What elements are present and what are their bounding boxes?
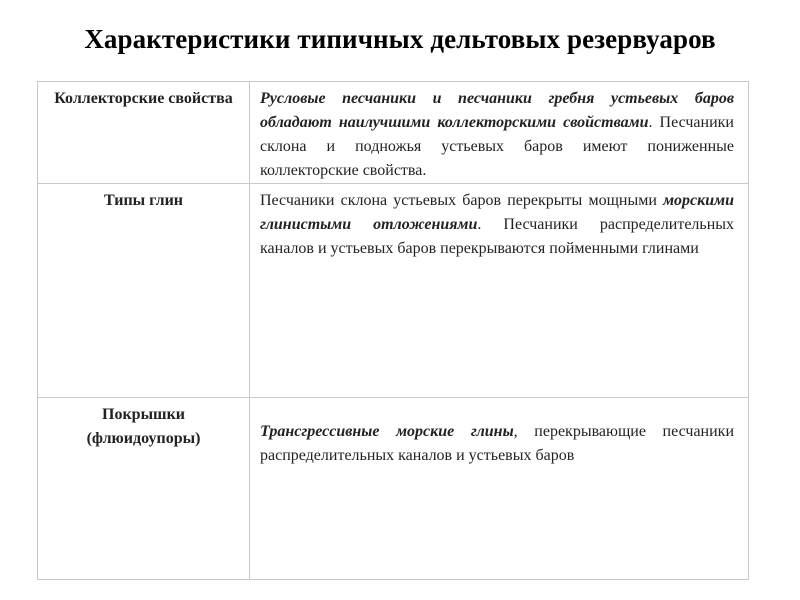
row-label-seals: Покрышки (флюидоупоры) <box>38 398 250 580</box>
body-text: . Песчаники распределительных каналов и устьевых баров перекрываются пойменными глинами <box>260 216 735 257</box>
body-text: , перекрывающие песчаники распределительных каналов и устьевых баров <box>260 423 735 464</box>
body-text: Песчаники склона устьевых баров перекрыты мощными <box>260 192 664 209</box>
characteristics-table <box>37 81 749 580</box>
emphasis-text: морскими глинистыми отложениями <box>260 192 734 233</box>
table-row <box>38 82 749 184</box>
row-content-seals <box>250 398 749 580</box>
table-row <box>38 184 749 398</box>
table-row <box>38 398 749 580</box>
page-title: Характеристики типичных дельтовых резервуаров <box>84 24 716 54</box>
body-text: . Песчаники склона и подножья устьевых баров имеют пониженные коллекторские свойства. <box>260 114 734 179</box>
emphasis-text: Трансгрессивные морские глины <box>260 423 514 440</box>
row-content-clay-types <box>250 184 749 398</box>
emphasis-text: Русловые песчаники и песчаники гребня устьевых баров обладают наилучшими коллекторскими свойствами <box>260 90 734 131</box>
row-label-reservoir-properties: Коллекторские свойства <box>38 82 250 184</box>
row-label-clay-types: Типы глин <box>38 184 250 398</box>
row-content-reservoir-properties <box>250 82 749 184</box>
